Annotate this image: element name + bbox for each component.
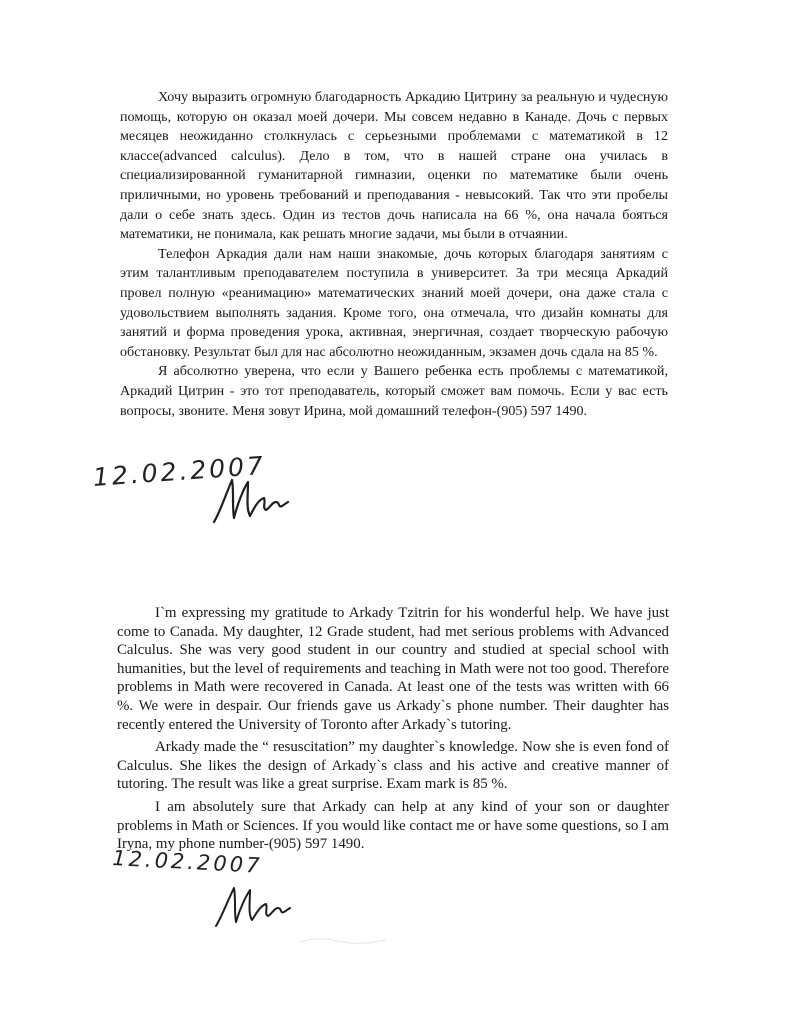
en-paragraph-1: I`m expressing my gratitude to Arkady Tzitrin for his wonderful help. We have just come to Canada. My daughter, 12 Grade student, had met serious problems with Advanced Calculus. She was very good student in our country and studied at special school with humanities, but the level of requirements and teaching in Math were not too good. Therefore problems in Math were recovered in Canada. At least one of the tests was written with 66 %. We were in despair. Our friends gave us Arkady`s phone number. Their daughter has recently entered the University of Toronto after Arkady`s tutoring. <box>117 605 669 733</box>
handwritten-date-en: 12.02.2007 <box>111 846 264 878</box>
russian-letter <box>120 88 668 421</box>
ru-paragraph-2: Телефон Аркадия дали нам наши знакомые, дочь которых благодаря занятиям с этим талантливым преподавателем поступила в университет. За три месяца Аркадий провел полную «реанимацию» математических знаний моей дочери, она даже стала с удовольствием выполнять задания. Кроме того, она отмечала, что дизайн комнаты для занятий и форма проведения урока, активная, энергичная, создает творческую рабочую обстановку. Результат был для нас абсолютно неожиданным, экзамен дочь сдала на 85 %. <box>120 245 668 360</box>
en-paragraph-2: Arkady made the “ resuscitation” my daughter`s knowledge. Now she is even fond of Calculus. She likes the design of Arkady`s class and his active and creative manner of tutoring. The result was like a great surprise. Exam mark is 85 %. <box>117 739 669 793</box>
signature-icon <box>212 882 292 932</box>
signature-icon <box>210 472 290 528</box>
english-letter <box>117 604 669 854</box>
scan-smudge <box>298 934 388 946</box>
handwritten-date-ru: 12.02.2007 <box>92 450 267 492</box>
ru-paragraph-1: Хочу выразить огромную благодарность Аркадию Цитрину за реальную и чудесную помощь, которую он оказал моей дочери. Мы совсем недавно в Канаде. Дочь с первых месяцев неожиданно столкнулась с серьезными проблемами с математикой в 12 классе(advanced calculus). Дело в том, что в нашей стране она училась в специализированной гуманитарной гимназии, оценки по математике были очень приличными, но уровень требований и преподавания - невысокий. Так что эти пробелы дали о себе знать здесь. Один из тестов дочь написала на 66 %, она начала бояться математики, не понимала, как решать многие задачи, мы были в отчаянии. <box>120 89 668 243</box>
ru-paragraph-3: Я абсолютно уверена, что если у Вашего ребенка есть проблемы с математикой, Аркадий Цитрин - это тот преподаватель, который сможет вам помочь. Если у вас есть вопросы, звоните. Меня зовут Ирина, мой домашний телефон-(905) 597 1490. <box>120 363 668 419</box>
en-paragraph-3: I am absolutely sure that Arkady can help at any kind of your son or daughter problems in Math or Sciences. If you would like contact me or have some questions, so I am Iryna, my phone number-(905) 597 1490. <box>117 798 669 853</box>
